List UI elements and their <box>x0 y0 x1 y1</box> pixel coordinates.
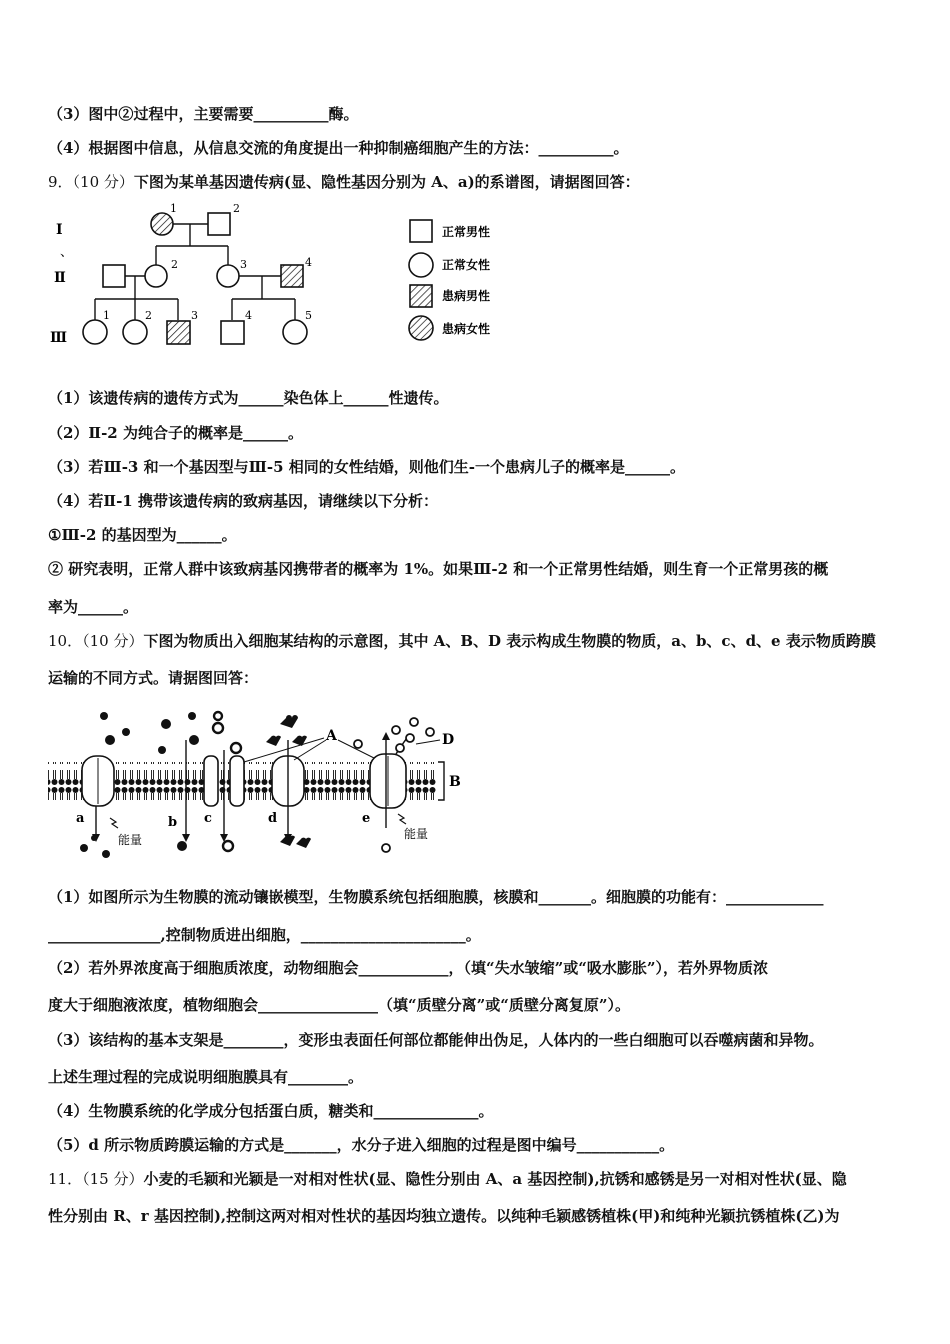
ii3-normal-female <box>217 265 239 287</box>
q11-number: 11． <box>48 1170 83 1188</box>
iii4-id: 4 <box>245 309 252 322</box>
q10-part4: （4）生物膜系统的化学成分包括蛋白质，糖类和______________。 <box>48 1102 494 1120</box>
energy-label-left: 能量 <box>118 833 143 847</box>
q11-stem <box>48 1169 847 1189</box>
iii5-normal-female <box>283 320 307 344</box>
ii2-id: 2 <box>171 258 178 271</box>
q10-score: （10 分） <box>82 632 144 650</box>
iii5-id: 5 <box>305 309 312 322</box>
legend-normal-female-label: 正常女性 <box>442 258 491 272</box>
q9-stem-text: 下图为某单基因遗传病(显、隐性基因分别为 A、a)的系谱图，请据图回答： <box>133 173 640 191</box>
legend-affected-male-label: 患病男性 <box>442 289 491 303</box>
q9-part4-a: ①Ⅲ-2 的基因型为______。 <box>48 526 237 544</box>
q8-part4: （4）根据图中信息，从信息交流的角度提出一种抑制癌细胞产生的方法：__________。 <box>48 139 629 157</box>
iii4-normal-male <box>221 321 244 344</box>
channel-protein-left <box>204 756 218 806</box>
legend-normal-male-symbol <box>410 220 432 242</box>
q9-score: （10 分） <box>72 173 134 191</box>
label-a-upper: A <box>326 728 337 744</box>
gen-1-label: Ⅰ <box>56 222 63 238</box>
ii2-normal-female <box>145 265 167 287</box>
q9-part4-b-cont: 率为______。 <box>48 598 139 616</box>
membrane-diagram <box>44 710 464 858</box>
solute-dot <box>100 712 108 720</box>
label-b-bracket <box>438 762 444 800</box>
q9-part3: （3）若Ⅲ-3 和一个基因型与Ⅲ-5 相同的女性结婚，则他们生-一个患病儿子的概率是______。 <box>48 458 685 476</box>
ii4-affected-male <box>281 265 303 287</box>
legend-affected-female-label: 患病女性 <box>442 322 491 336</box>
iii3-affected-male <box>167 321 190 344</box>
ii3-id: 3 <box>240 258 247 271</box>
label-a: a <box>76 811 85 826</box>
iii2-id: 2 <box>145 309 152 322</box>
gen-1-mark: 、 <box>60 245 74 260</box>
label-d: d <box>268 811 278 826</box>
q10-part3-cont: 上述生理过程的完成说明细胞膜具有________。 <box>48 1068 364 1086</box>
q10-stem-text: 下图为物质出入细胞某结构的示意图，其中 A、B、D 表示构成生物膜的物质，a、b、c、d、e 表示物质跨膜 <box>143 632 876 650</box>
channel-protein-right <box>230 756 244 806</box>
q11-score: （15 分） <box>82 1170 144 1188</box>
q9-part1: （1）该遗传病的遗传方式为______染色体上______性遗传。 <box>48 389 449 407</box>
pedigree-chart <box>40 198 340 358</box>
q11-stem-text: 小麦的毛颖和光颖是一对相对性状(显、隐性分别由 A、a 基因控制),抗锈和感锈是另一对相对性状(显、隐 <box>143 1170 847 1188</box>
legend-normal-female-symbol <box>409 253 433 277</box>
q10-stem <box>48 631 876 651</box>
ii4-id: 4 <box>305 256 312 269</box>
legend-normal-male-label: 正常男性 <box>442 225 491 239</box>
q10-part5: （5）d 所示物质跨膜运输的方式是_______，水分子进入细胞的过程是图中编号___________。 <box>48 1136 675 1154</box>
iii3-id: 3 <box>191 309 198 322</box>
i1-affected-female <box>151 213 173 235</box>
energy-zigzag-right <box>398 814 406 824</box>
iii2-normal-female <box>123 320 147 344</box>
q9-part4-b: ② 研究表明，正常人群中该致病基冈携带者的概率为 1%。如果Ⅲ-2 和一个正常男性结婚，则生育一个正常男孩的概 <box>48 560 829 578</box>
q10-part3: （3）该结构的基本支架是________，变形虫表面任何部位都能伸出伪足，人体内的一些白细胞可以吞噬病菌和异物。 <box>48 1031 824 1049</box>
iii1-normal-female <box>83 320 107 344</box>
i1-id: 1 <box>170 202 177 215</box>
q9-part4: （4）若Ⅱ-1 携带该遗传病的致病基因，请继续以下分析： <box>48 492 438 510</box>
q9-number: 9． <box>48 173 73 191</box>
gen-2-label: Ⅱ <box>54 270 66 286</box>
label-b-lower: b <box>168 815 178 830</box>
q10-part1-cont: _______________,控制物质进出细胞，______________________。 <box>48 926 481 944</box>
q11-stem-cont: 性分别由 R、r 基因控制),控制这两对相对性状的基因均独立遗传。以纯种毛颖感锈植株(甲)和纯种光颖抗锈植株(乙)为 <box>48 1207 840 1225</box>
legend-affected-male-symbol <box>410 285 432 307</box>
energy-zigzag-left <box>110 818 118 828</box>
i2-normal-male <box>208 213 230 235</box>
q10-part2: （2）若外界浓度高于细胞质浓度，动物细胞会____________，（填“失水皱缩”或“吸水膨胀”），若外界物质浓 <box>48 959 768 977</box>
q10-part1: （1）如图所示为生物膜的流动镶嵌模型，生物膜系统包括细胞膜，核膜和_______。细胞膜的功能有：_____________ <box>48 888 824 906</box>
heart-molecule <box>280 715 298 728</box>
legend-affected-female-symbol <box>409 316 433 340</box>
label-b: B <box>449 774 461 790</box>
q10-stem-cont: 运输的不同方式。请据图回答： <box>48 669 259 687</box>
pedigree-legend <box>404 214 514 344</box>
iii1-id: 1 <box>103 309 110 322</box>
gen-3-label: Ⅲ <box>50 330 68 346</box>
q10-number: 10． <box>48 632 83 650</box>
q9-part2: （2）Ⅱ-2 为纯合子的概率是______。 <box>48 424 303 442</box>
q10-part2-cont: 度大于细胞液浓度，植物细胞会________________（填“质壁分离”或“质壁分离复原”）。 <box>48 996 631 1014</box>
q9-stem <box>48 172 640 192</box>
label-d-upper: D <box>442 732 455 748</box>
ii1-normal-male <box>103 265 125 287</box>
label-e: e <box>362 811 371 826</box>
energy-label-right: 能量 <box>404 827 429 841</box>
i2-id: 2 <box>233 202 240 215</box>
label-c: c <box>204 811 212 826</box>
q8-part3: （3）图中②过程中，主要需要__________酶。 <box>48 105 359 123</box>
